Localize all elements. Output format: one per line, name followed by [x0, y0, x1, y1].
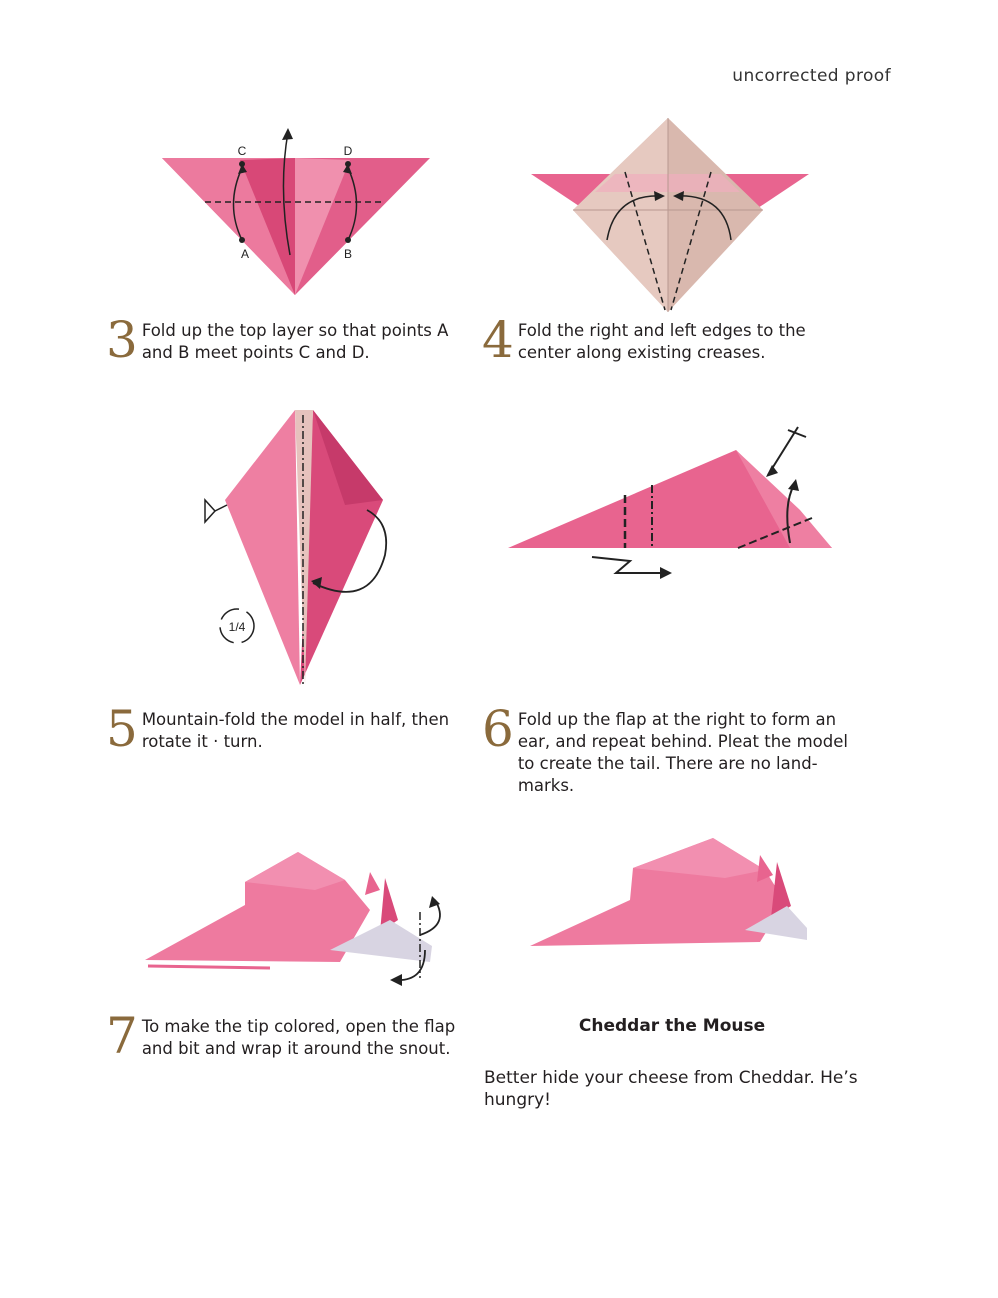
rotation-label: 1/4	[228, 620, 246, 634]
step-7	[106, 1007, 456, 1065]
proof-label: uncorrected proof	[732, 66, 891, 86]
finished-mouse-image	[525, 830, 815, 955]
final-body: Better hide your cheese from Cheddar. He’s hungry!	[484, 1068, 858, 1110]
step-text: To make the tip colored, open the flap and bit and wrap it around the snout.	[141, 1017, 456, 1058]
diagram-step-3	[150, 120, 450, 305]
step-text: Fold up the top layer so that points A and B meet points C and D.	[141, 321, 449, 362]
step-number: 4	[482, 311, 514, 369]
step-4	[482, 311, 827, 369]
diagram-step-7	[140, 850, 460, 990]
point-a-label: A	[240, 247, 250, 261]
step-number: 5	[106, 700, 138, 758]
step-number: 6	[482, 700, 514, 758]
diagram-step-4	[525, 112, 815, 317]
step-number: 7	[106, 1007, 138, 1065]
step-3	[106, 311, 456, 369]
step-text: Fold up the flap at the right to form an ear, and repeat behind. Pleat the model to create the tail. There are no land-marks.	[517, 710, 848, 795]
diagram-step-5	[195, 405, 405, 695]
step-6	[482, 700, 852, 797]
step-text: Fold the right and left edges to the center along existing creases.	[517, 321, 806, 362]
point-c-label: C	[237, 144, 247, 158]
diagram-step-6	[500, 415, 840, 585]
point-d-label: D	[343, 144, 353, 158]
step-5	[106, 700, 456, 758]
final-title: Cheddar the Mouse	[578, 1016, 766, 1036]
point-b-label: B	[343, 247, 353, 261]
step-number: 3	[106, 311, 138, 369]
step-text: Mountain-fold the model in half, then rotate it · turn.	[141, 710, 450, 751]
